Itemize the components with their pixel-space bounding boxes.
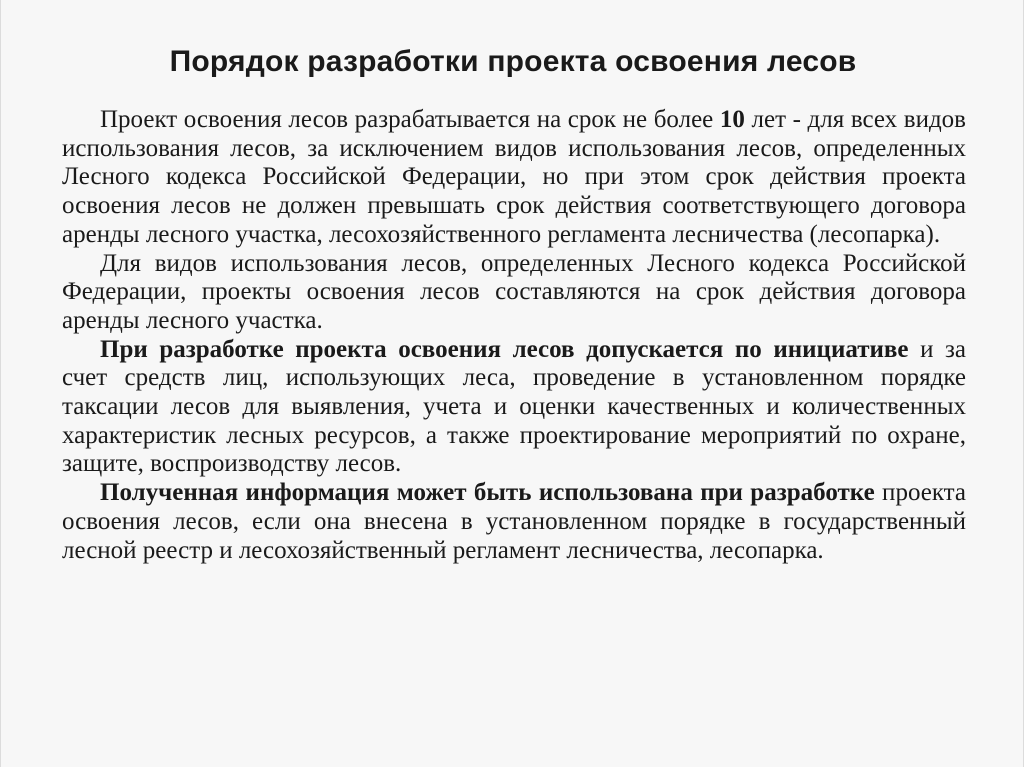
paragraph-inventory-rest: и за счет средств лиц, использующих леса, проведение в установленном порядке таксации лесов для выявления, учета и оценки качественных и количественных характеристик лесных ресурсов, а также проектирование мероприятий по охране, защите, воспроизводству лесов.	[62, 335, 967, 478]
paragraph-information	[62, 479, 966, 565]
paragraph-special-uses: Для видов использования лесов, определенных Лесного кодекса Российской Федерации, проекты освоения лесов составляются на срок действия договора аренды лесного участка.	[62, 249, 966, 334]
paragraph-inventory-lead: При разработке проекта освоения лесов допускается по инициативе	[100, 335, 909, 363]
paragraph-term-rest: лет - для всех видов использования лесов, за исключением видов использования лесов, определенных Лесного кодекса Российской Федерации, но при этом срок действия проекта освоения лесов не должен превышать срок действия соответствующего договора аренды лесного участка, лесохозяйственного регламента лесничества (лесопарка).	[62, 106, 966, 248]
paragraph-inventory	[62, 336, 966, 480]
paragraph-term-start: Проект освоения лесов разрабатывается на срок не более	[100, 106, 720, 133]
slide-body	[62, 106, 966, 565]
paragraph-term-number: 10	[719, 106, 745, 133]
slide-title: Порядок разработки проекта освоения лесов	[169, 45, 857, 78]
paragraph-information-rest: проекта освоения лесов, если она внесена в установленном порядке в государственный лесной реестр и лесохозяйственный регламент лесничества, лесопарка.	[62, 479, 966, 564]
paragraph-term	[62, 106, 966, 250]
paragraph-information-lead: Полученная информация может быть использована при разработке	[100, 479, 875, 507]
